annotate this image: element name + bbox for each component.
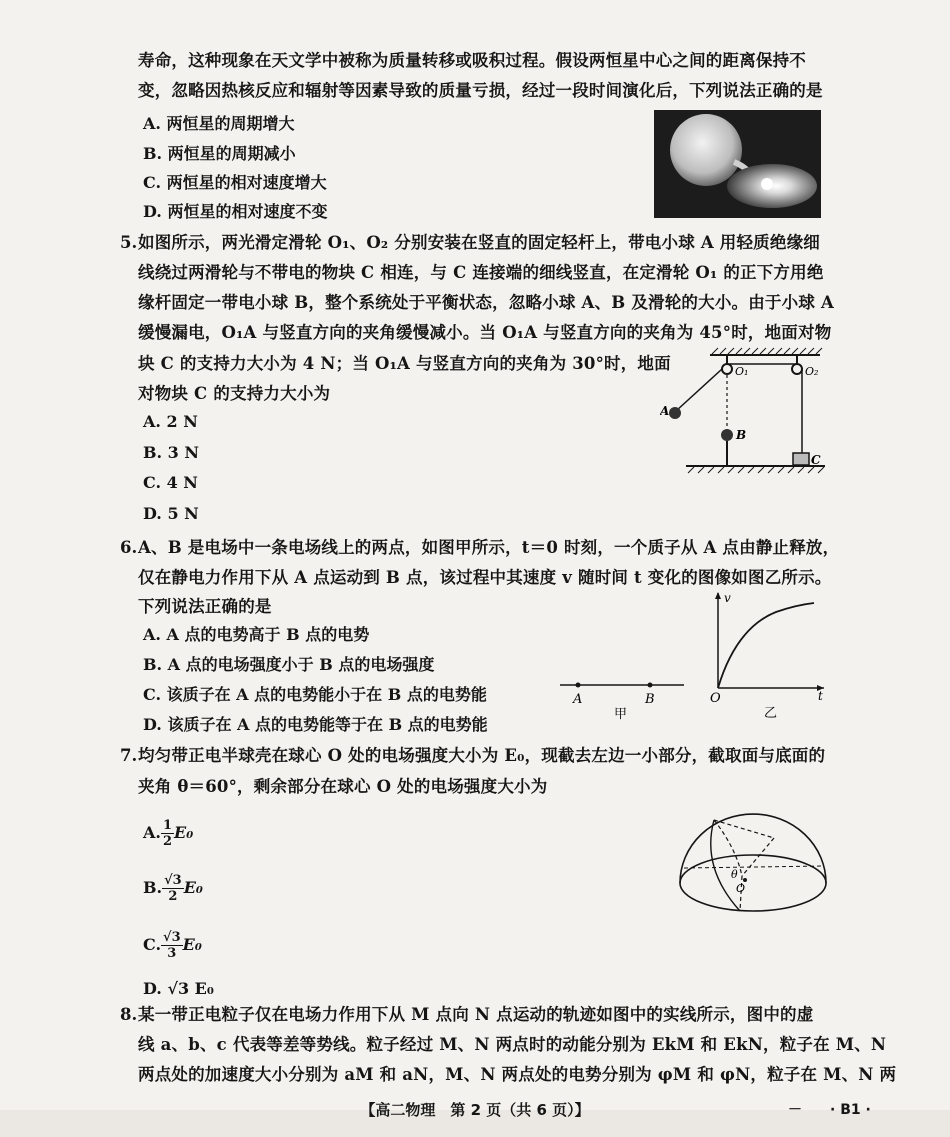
q6-option-a[interactable]: A. A 点的电势高于 B 点的电势: [143, 625, 370, 644]
q7-option-a[interactable]: A. $\frac{1}{2}$ E₀: [143, 818, 194, 849]
q7-option-b[interactable]: B. $\frac{√3}{2}$ E₀: [143, 873, 203, 904]
q4-option-a[interactable]: A. 两恒星的周期增大: [143, 114, 295, 133]
page-footer: 【高二物理 第 2 页（共 6 页）】: [360, 1101, 590, 1119]
q6-text-line: 下列说法正确的是: [138, 597, 272, 616]
axis-origin-o: O: [710, 691, 721, 706]
label-theta: θ: [731, 868, 738, 881]
q7-number: 7.: [120, 746, 138, 765]
velocity-curve: [718, 603, 814, 688]
q5-option-b[interactable]: B. 3 N: [143, 443, 199, 462]
axis-label-t: t: [818, 689, 823, 703]
q5-text-line: 线绕过两滑轮与不带电的物块 C 相连，与 C 连接端的细线竖直，在定滑轮 O₁ 的正下方用绝: [138, 263, 824, 282]
label-a: A: [660, 404, 670, 418]
binary-star-photo: [654, 110, 821, 218]
q6-option-c[interactable]: C. 该质子在 A 点的电势能小于在 B 点的电势能: [143, 685, 487, 704]
page-code: － · B1 ·: [788, 1102, 871, 1118]
q5-number: 5.: [120, 233, 138, 252]
q5-text-line: 块 C 的支持力大小为 4 N；当 O₁A 与竖直方向的夹角为 30°时，地面: [138, 354, 671, 373]
axis-label-v: v: [724, 591, 731, 605]
q6-number: 6.: [120, 538, 138, 557]
q5-text-line: 缘杆固定一带电小球 B，整个系统处于平衡状态，忽略小球 A、B 及滑轮的大小。由于小球 A: [138, 293, 834, 312]
label-b: B: [736, 428, 747, 442]
label-point-b: B: [645, 692, 655, 707]
q8-text-line: 线 a、b、c 代表等差等势线。粒子经过 M、N 两点时的动能分别为 EkM 和 EkN，粒子在 M、N: [138, 1035, 887, 1054]
q5-text-line: 缓慢漏电，O₁A 与竖直方向的夹角缓慢减小。当 O₁A 与竖直方向的夹角为 45°时，地面对物: [138, 323, 832, 342]
q7-option-c[interactable]: C. $\frac{√3}{3}$ E₀: [143, 930, 202, 961]
caption-jia: 甲: [614, 707, 628, 720]
q5-text-line: 如图所示，两光滑定滑轮 O₁、O₂ 分别安装在竖直的固定轻杆上，带电小球 A 用轻质绝缘细: [138, 233, 820, 252]
label-center-o: O: [736, 882, 746, 895]
q6-text-line: A、B 是电场中一条电场线上的两点，如图甲所示，t＝0 时刻，一个质子从 A 点由静止释放，: [138, 538, 840, 557]
label-point-a: A: [573, 692, 583, 707]
q4-text-line: 寿命，这种现象在天文学中被称为质量转移或吸积过程。假设两恒星中心之间的距离保持不: [138, 51, 806, 70]
q6-option-d[interactable]: D. 该质子在 A 点的电势能等于在 B 点的电势能: [143, 715, 488, 734]
q8-number: 8.: [120, 1005, 138, 1024]
label-o1: O₁: [735, 365, 749, 378]
q5-text-line: 对物块 C 的支持力大小为: [138, 384, 331, 403]
fraction: $\frac{1}{2}$: [162, 818, 173, 849]
fraction: $\frac{√3}{3}$: [163, 930, 181, 961]
q7-text-line: 均匀带正电半球壳在球心 O 处的电场强度大小为 E₀，现截去左边一小部分，截取面与底面的: [138, 746, 826, 765]
q6-text-line: 仅在静电力作用下从 A 点运动到 B 点，该过程中其速度 v 随时间 t 变化的图像如图乙所示。: [138, 568, 832, 587]
q5-option-a[interactable]: A. 2 N: [143, 412, 198, 431]
q5-option-d[interactable]: D. 5 N: [143, 504, 199, 523]
field-line-figure: [558, 670, 688, 720]
fraction: $\frac{√3}{2}$: [164, 873, 182, 904]
q8-text-line: 两点处的加速度大小分别为 aM 和 aN，M、N 两点处的电势分别为 φM 和 φN，粒子在 M、N 两: [138, 1065, 897, 1084]
caption-yi: 乙: [764, 706, 778, 721]
label-o2: O₂: [805, 365, 819, 378]
label-c: C: [811, 453, 821, 467]
q7-option-d[interactable]: D. √3 E₀: [143, 979, 214, 998]
q4-option-d[interactable]: D. 两恒星的相对速度不变: [143, 202, 328, 221]
q7-text-line: 夹角 θ＝60°，剩余部分在球心 O 处的电场强度大小为: [138, 777, 548, 796]
pulley-figure: [660, 345, 830, 480]
q4-option-b[interactable]: B. 两恒星的周期减小: [143, 144, 296, 163]
q4-option-c[interactable]: C. 两恒星的相对速度增大: [143, 173, 327, 192]
q4-text-line: 变，忽略因热核反应和辐射等因素导致的质量亏损，经过一段时间演化后，下列说法正确的是: [138, 81, 823, 100]
vt-graph: [706, 588, 831, 723]
q8-text-line: 某一带正电粒子仅在电场力作用下从 M 点向 N 点运动的轨迹如图中的实线所示，图中的虚: [138, 1005, 814, 1024]
q6-option-b[interactable]: B. A 点的电场强度小于 B 点的电场强度: [143, 655, 435, 674]
hemisphere-figure: [676, 808, 831, 918]
q5-option-c[interactable]: C. 4 N: [143, 473, 198, 492]
